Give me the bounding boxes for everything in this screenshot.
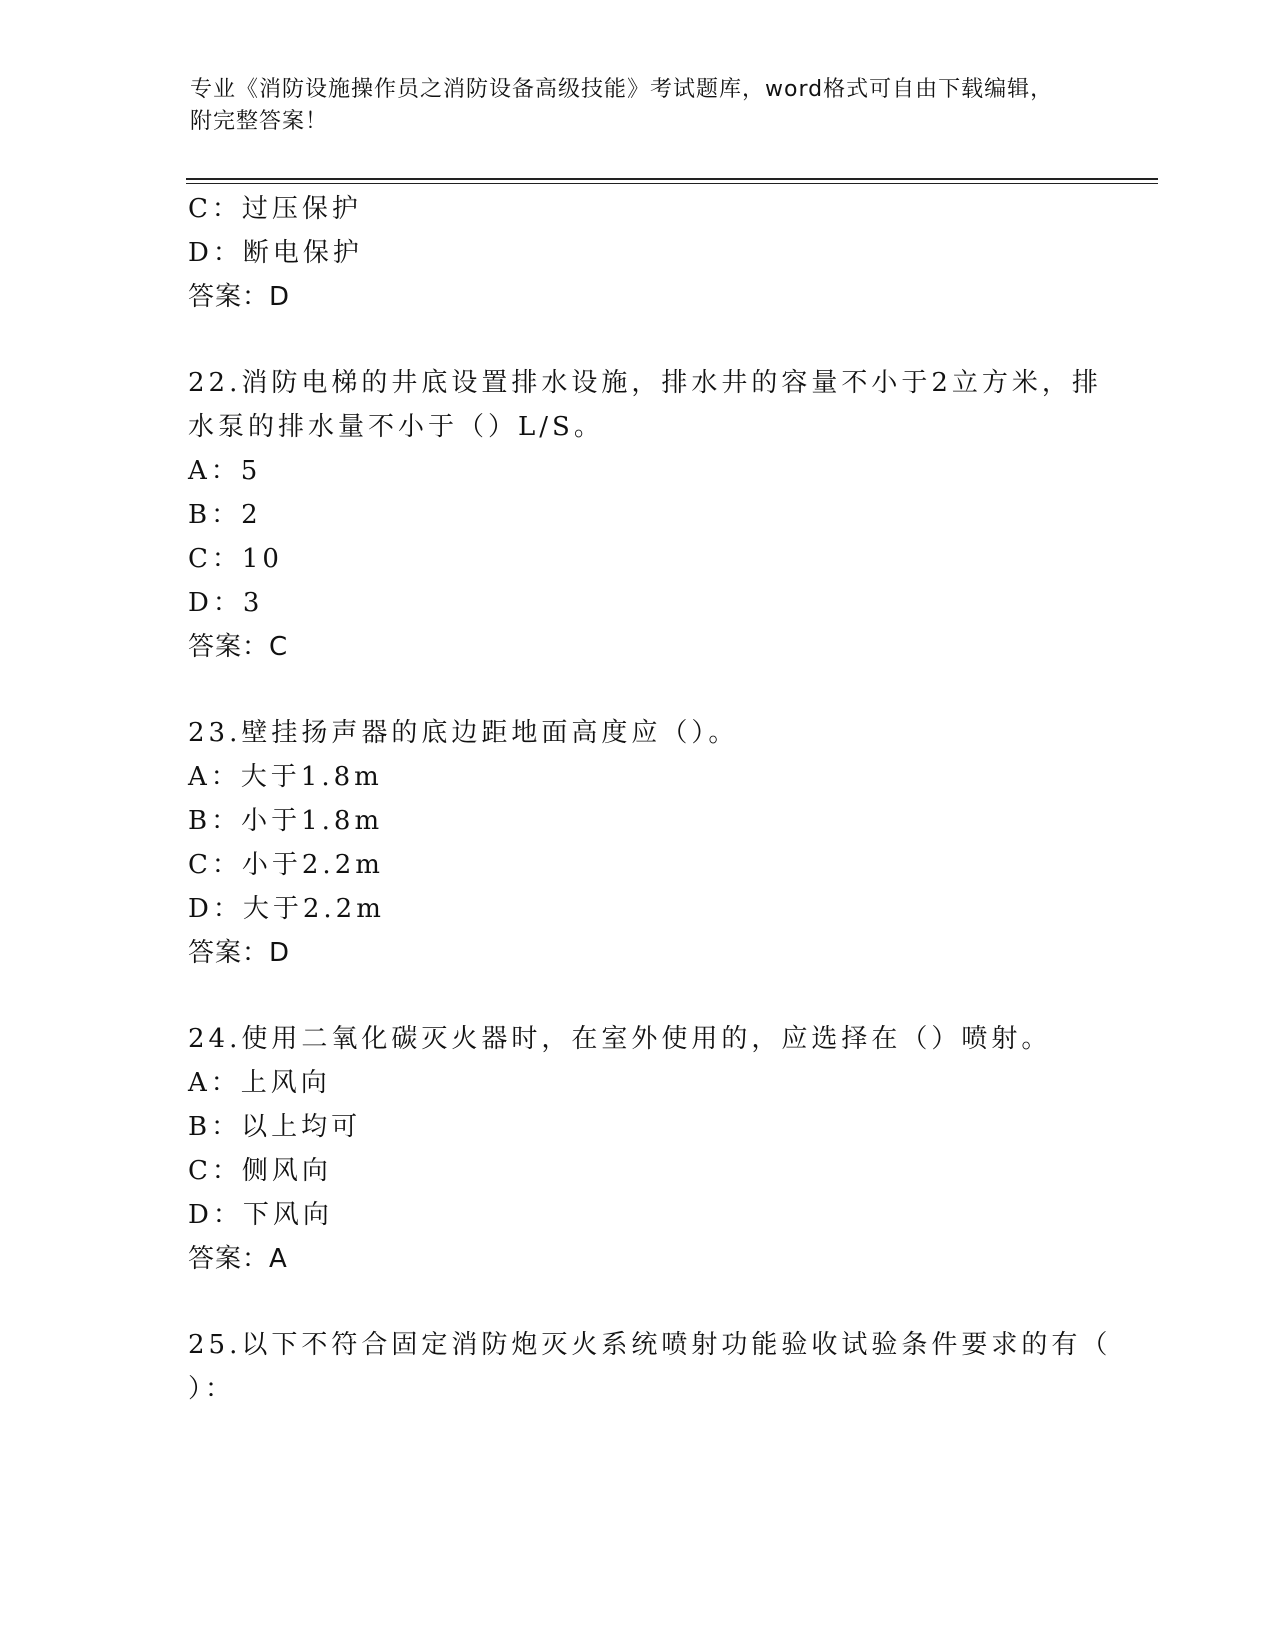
option-a: A：5 [188, 456, 262, 486]
option-a: A：上风向 [188, 1068, 331, 1098]
option-d: D：大于2.2m [188, 894, 385, 924]
option-b: B：小于1.8m [188, 806, 384, 836]
option-c: C：过压保护 [188, 194, 362, 224]
question-stem-line: 24.使用二氧化碳灭火器时，在室外使用的，应选择在（）喷射。 [188, 1024, 1052, 1054]
question-stem-line: 25.以下不符合固定消防炮灭火系统喷射功能验收试验条件要求的有（ [188, 1330, 1112, 1360]
question-stem-line: ）： [188, 1374, 236, 1404]
option-d: D：下风向 [188, 1200, 333, 1230]
option-c: C：小于2.2m [188, 850, 384, 880]
question-stem-line: 水泵的排水量不小于（）L/S。 [188, 412, 604, 442]
header-divider-thick [186, 178, 1158, 180]
document-header: 专业《消防设施操作员之消防设备高级技能》考试题库，word格式可自由下载编辑，附完整答案！ [190, 77, 1054, 134]
answer-line: 答案：A [188, 1244, 288, 1274]
answer-line: 答案：C [188, 632, 289, 662]
option-c: C：10 [188, 544, 283, 574]
question-stem-line: 23.壁挂扬声器的底边距地面高度应（）。 [188, 718, 739, 748]
option-c: C：侧风向 [188, 1156, 332, 1186]
option-d: D：3 [188, 588, 264, 618]
option-b: B：以上均可 [188, 1112, 362, 1142]
header-divider-thin [186, 183, 1158, 184]
question-stem-line: 22.消防电梯的井底设置排水设施，排水井的容量不小于2立方米，排 [188, 368, 1102, 398]
option-b: B：2 [188, 500, 262, 530]
option-d: D：断电保护 [188, 238, 363, 268]
option-a: A：大于1.8m [188, 762, 383, 792]
answer-line: 答案：D [188, 938, 291, 968]
answer-line: 答案：D [188, 282, 291, 312]
